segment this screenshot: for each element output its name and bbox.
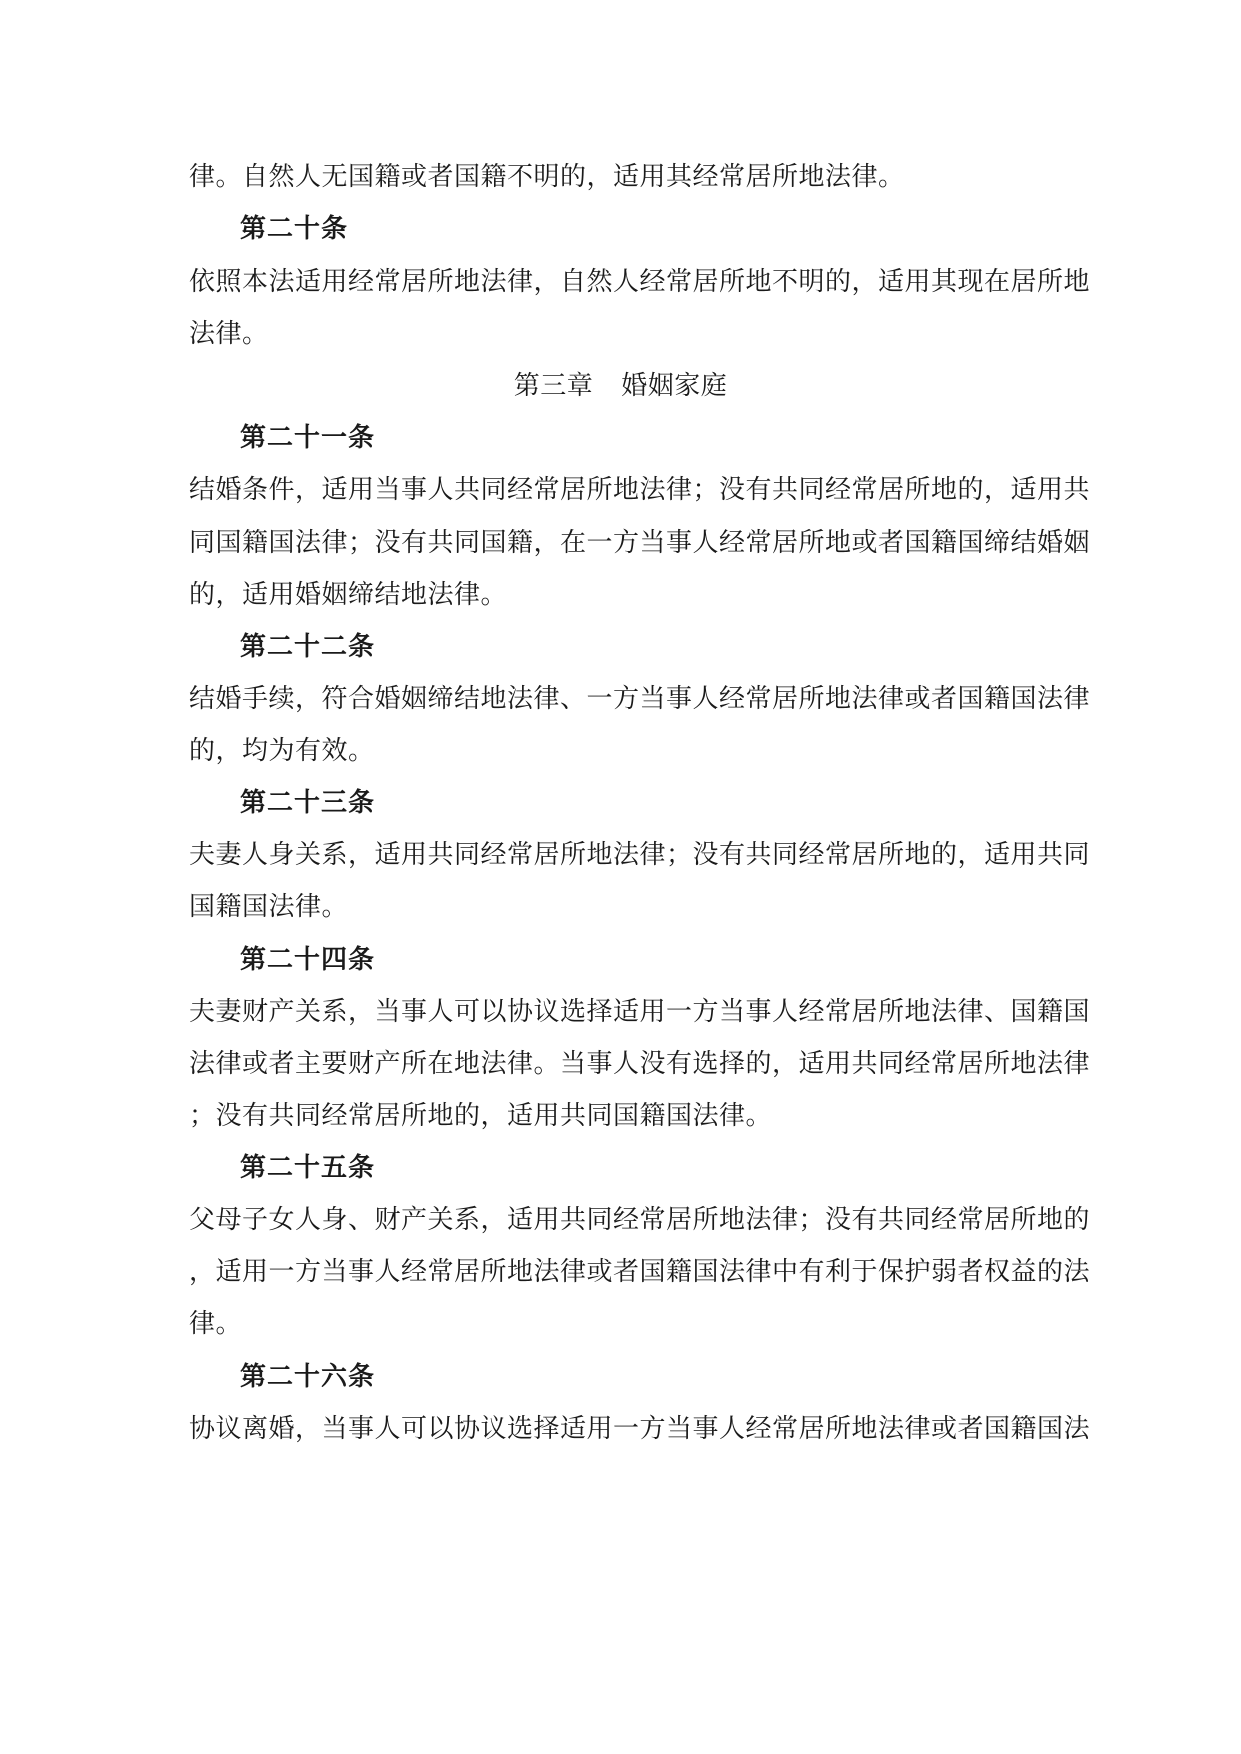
article-heading-22: 第二十二条 — [240, 632, 376, 662]
body-line: 的，均为有效。 — [189, 736, 375, 766]
article-heading-25: 第二十五条 — [240, 1153, 376, 1183]
body-line: 同国籍国法律；没有共同国籍，在一方当事人经常居所地或者国籍国缔结婚姻 — [189, 528, 1091, 558]
chapter-number: 第三章 — [513, 371, 594, 401]
body-line: 法律。 — [189, 319, 269, 349]
body-line: 律。自然人无国籍或者国籍不明的，适用其经常居所地法律。 — [189, 162, 905, 192]
body-line: 法律或者主要财产所在地法律。当事人没有选择的，适用共同经常居所地法律 — [189, 1049, 1091, 1079]
body-line: 的，适用婚姻缔结地法律。 — [189, 580, 508, 610]
body-line: 律。 — [189, 1309, 243, 1339]
chapter-title: 婚姻家庭 — [621, 371, 728, 401]
body-line: ，适用一方当事人经常居所地法律或者国籍国法律中有利于保护弱者权益的法 — [189, 1257, 1091, 1287]
body-line: ；没有共同经常居所地的，适用共同国籍国法律。 — [189, 1101, 773, 1131]
body-line: 协议离婚，当事人可以协议选择适用一方当事人经常居所地法律或者国籍国法 — [189, 1414, 1091, 1444]
article-heading-21: 第二十一条 — [240, 423, 376, 453]
article-heading-20: 第二十条 — [240, 214, 349, 244]
body-line: 夫妻财产关系，当事人可以协议选择适用一方当事人经常居所地法律、国籍国 — [189, 997, 1091, 1027]
body-line: 依照本法适用经常居所地法律，自然人经常居所地不明的，适用其现在居所地 — [189, 267, 1091, 297]
article-heading-23: 第二十三条 — [240, 788, 376, 818]
chapter-heading — [0, 369, 1241, 403]
body-line: 夫妻人身关系，适用共同经常居所地法律；没有共同经常居所地的，适用共同 — [189, 840, 1091, 870]
body-line: 结婚条件，适用当事人共同经常居所地法律；没有共同经常居所地的，适用共 — [189, 475, 1091, 505]
body-line: 结婚手续，符合婚姻缔结地法律、一方当事人经常居所地法律或者国籍国法律 — [189, 684, 1091, 714]
body-line: 父母子女人身、财产关系，适用共同经常居所地法律；没有共同经常居所地的 — [189, 1205, 1091, 1235]
body-line: 国籍国法律。 — [189, 892, 349, 922]
article-heading-24: 第二十四条 — [240, 945, 376, 975]
article-heading-26: 第二十六条 — [240, 1362, 376, 1392]
